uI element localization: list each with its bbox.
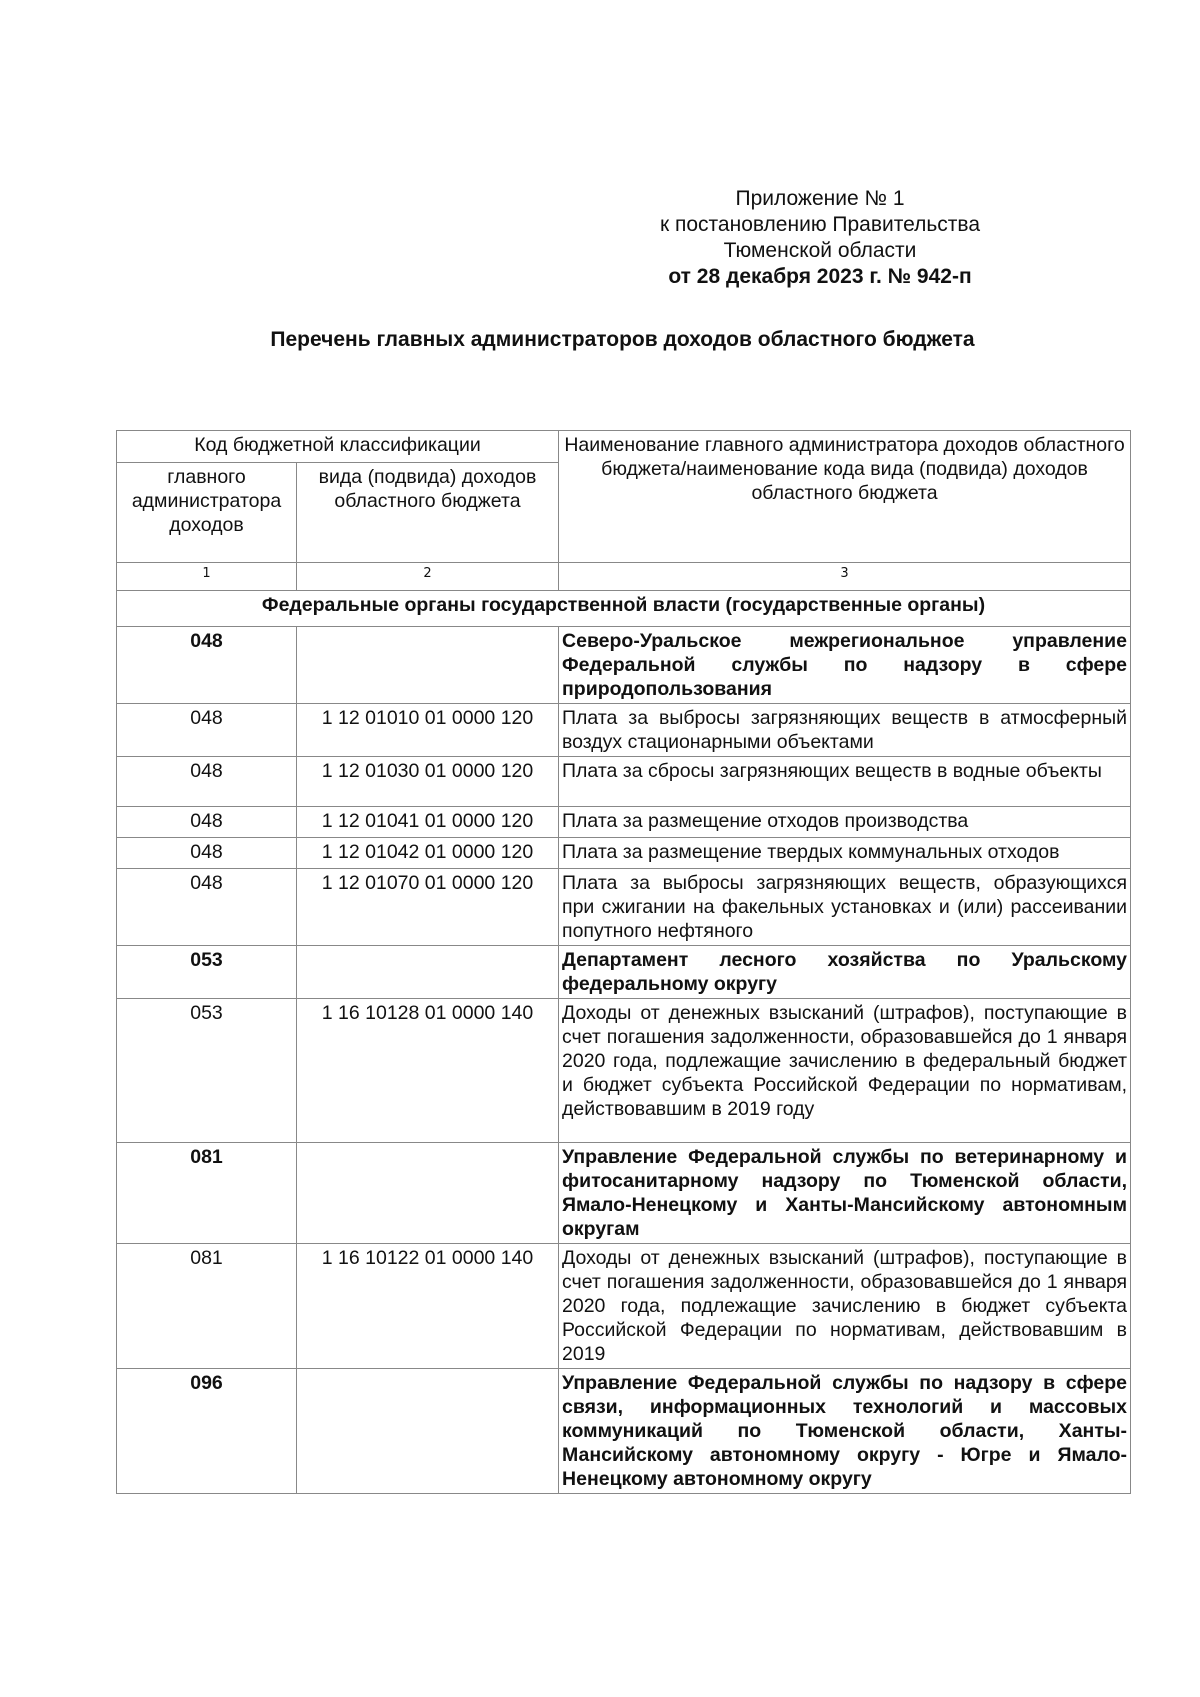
income-code	[297, 1369, 559, 1494]
income-code	[297, 946, 559, 999]
admin-name: Северо-Уральское межрегиональное управление Федеральной службы по надзору в сфере природопользования	[559, 627, 1131, 704]
admin-code: 048	[117, 869, 297, 946]
column-numbers-row	[117, 563, 1131, 591]
appendix-number: Приложение № 1	[735, 187, 905, 210]
income-code: 1 12 01010 01 0000 120	[297, 704, 559, 757]
appendix-region: Тюменской области	[723, 239, 917, 262]
income-code	[297, 1143, 559, 1244]
table-row	[117, 807, 1131, 838]
header-row-group	[117, 431, 1131, 463]
table-row	[117, 1369, 1131, 1494]
table-row	[117, 1143, 1131, 1244]
table-row	[117, 869, 1131, 946]
income-code: 1 12 01070 01 0000 120	[297, 869, 559, 946]
admin-code: 048	[117, 838, 297, 869]
table-row	[117, 627, 1131, 704]
table-row	[117, 1244, 1131, 1369]
column-number: 3	[559, 563, 1131, 591]
admin-name: Департамент лесного хозяйства по Уральскому федеральному округу	[559, 946, 1131, 999]
admin-code: 096	[117, 1369, 297, 1494]
income-name: Доходы от денежных взысканий (штрафов), поступающие в счет погашения задолженности, образовавшейся до 1 января 2020 года, подлежащие зачислению в бюджет субъекта Российской Федерации по нормативам, действовавшим в 2019	[559, 1244, 1131, 1369]
table-row	[117, 838, 1131, 869]
admin-code: 081	[117, 1143, 297, 1244]
section-title: Федеральные органы государственной власти (государственные органы)	[117, 591, 1131, 627]
income-name: Плата за сбросы загрязняющих веществ в водные объекты	[559, 757, 1131, 807]
budget-table	[116, 430, 1131, 1494]
appendix-date: от 28 декабря 2023 г. № 942-п	[668, 265, 972, 288]
income-code: 1 12 01041 01 0000 120	[297, 807, 559, 838]
income-name: Доходы от денежных взысканий (штрафов), поступающие в счет погашения задолженности, образовавшейся до 1 января 2020 года, подлежащие зачислению в федеральный бюджет и бюджет субъекта Российской Федерации по нормативам, действовавшим в 2019 году	[559, 999, 1131, 1143]
header-col1: главного администратора доходов	[117, 463, 297, 563]
table-row	[117, 757, 1131, 807]
income-name: Плата за выбросы загрязняющих веществ в атмосферный воздух стационарными объектами	[559, 704, 1131, 757]
admin-code: 053	[117, 946, 297, 999]
table-row	[117, 704, 1131, 757]
admin-code: 048	[117, 807, 297, 838]
document-title: Перечень главных администраторов доходов областного бюджета	[270, 328, 975, 351]
income-name: Плата за размещение отходов производства	[559, 807, 1131, 838]
income-code	[297, 627, 559, 704]
admin-code: 048	[117, 627, 297, 704]
section-row	[117, 591, 1131, 627]
table-row	[117, 999, 1131, 1143]
income-name: Плата за размещение твердых коммунальных отходов	[559, 838, 1131, 869]
admin-code: 053	[117, 999, 297, 1143]
admin-name: Управление Федеральной службы по ветеринарному и фитосанитарному надзору по Тюменской области, Ямало-Ненецкому и Ханты-Мансийскому автономным округам	[559, 1143, 1131, 1244]
table-row	[117, 946, 1131, 999]
admin-code: 081	[117, 1244, 297, 1369]
income-name: Плата за выбросы загрязняющих веществ, образующихся при сжигании на факельных установках и (или) рассеивании попутного нефтяного	[559, 869, 1131, 946]
header-col2: вида (подвида) доходов областного бюджета	[297, 463, 559, 563]
admin-code: 048	[117, 757, 297, 807]
appendix-header	[600, 186, 1040, 290]
header-col3: Наименование главного администратора доходов областного бюджета/наименование кода вида (подвида) доходов областного бюджета	[559, 431, 1131, 563]
income-code: 1 12 01030 01 0000 120	[297, 757, 559, 807]
column-number: 1	[117, 563, 297, 591]
income-code: 1 16 10122 01 0000 140	[297, 1244, 559, 1369]
admin-code: 048	[117, 704, 297, 757]
column-number: 2	[297, 563, 559, 591]
appendix-ref: к постановлению Правительства	[659, 213, 981, 236]
income-code: 1 16 10128 01 0000 140	[297, 999, 559, 1143]
header-group: Код бюджетной классификации	[117, 431, 559, 463]
admin-name: Управление Федеральной службы по надзору в сфере связи, информационных технологий и массовых коммуникаций по Тюменской области, Ханты-Мансийскому автономному округу - Югре и Ямало-Ненецкому автономному округу	[559, 1369, 1131, 1494]
income-code: 1 12 01042 01 0000 120	[297, 838, 559, 869]
